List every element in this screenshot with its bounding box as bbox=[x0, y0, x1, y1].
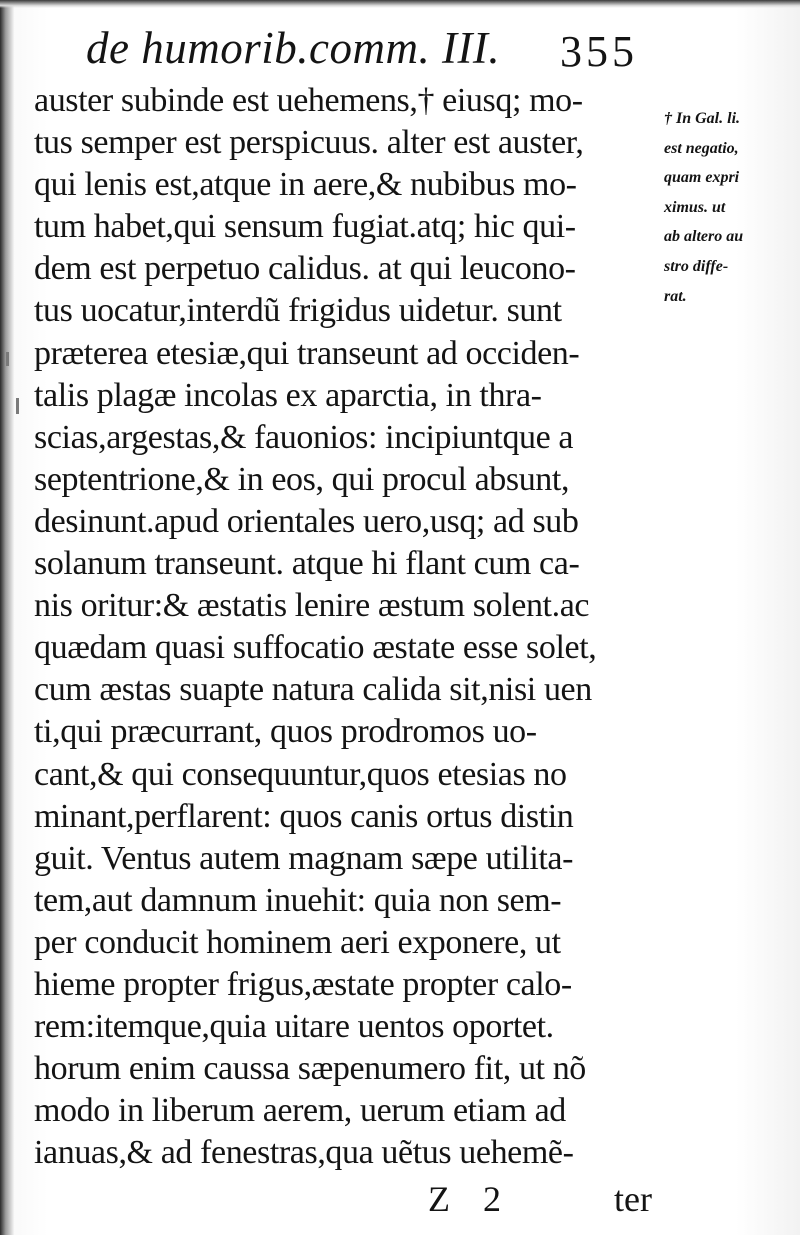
text-line: desinunt.apud orientales uero,usq; ad sub bbox=[34, 502, 579, 540]
text-line: cant,& qui consequuntur,quos etesias no bbox=[34, 755, 567, 793]
marginal-note-line: † In Gal. li. bbox=[664, 110, 741, 127]
running-title: de humorib.comm. III. bbox=[86, 23, 501, 73]
text-line: quædam quasi suffocatio æstate esse solet, bbox=[34, 629, 597, 667]
text-line: tus uocatur,interdũ frigidus uidetur. sunt bbox=[34, 292, 562, 330]
text-line: tus semper est perspicuus. alter est auster, bbox=[34, 124, 584, 162]
marginal-note-line: quam expri bbox=[664, 169, 740, 187]
margin-speck bbox=[16, 398, 19, 414]
marginal-note-line: est negatio, bbox=[664, 139, 739, 157]
marginal-note-line: ximus. ut bbox=[664, 198, 726, 216]
text-line: guit. Ventus autem magnam sæpe utilita- bbox=[34, 839, 574, 877]
page-binding-shadow bbox=[0, 0, 14, 1235]
text-line: præterea etesiæ,qui transeunt ad occiden- bbox=[34, 334, 580, 372]
text-line: ianuas,& ad fenestras,qua uẽtus uehemẽ- bbox=[34, 1134, 574, 1172]
text-line: solanum transeunt. atque hi flant cum ca- bbox=[34, 545, 580, 583]
text-line: talis plagæ incolas ex aparctia, in thra- bbox=[34, 376, 542, 414]
text-line: qui lenis est,atque in aere,& nubibus mo- bbox=[34, 166, 577, 204]
text-line: cum æstas suapte natura calida sit,nisi uen bbox=[34, 671, 592, 709]
text-line: ti,qui præcurrant, quos prodromos uo- bbox=[34, 713, 537, 751]
page-number: 355 bbox=[560, 27, 638, 76]
page-top-shadow bbox=[0, 0, 800, 8]
marginal-note-line: ab altero au bbox=[664, 228, 744, 246]
text-line: scias,argestas,& fauonios: incipiuntque a bbox=[34, 418, 574, 456]
margin-speck bbox=[6, 352, 9, 366]
text-line: auster subinde est uehemens,† eiusq; mo- bbox=[34, 82, 583, 119]
text-line: minant,perflarent: quos canis ortus distin bbox=[34, 797, 574, 835]
text-line: hieme propter frigus,æstate propter calo- bbox=[34, 965, 572, 1003]
marginal-note-line: rat. bbox=[664, 287, 687, 305]
text-line: tem,aut damnum inuehit: quia non sem- bbox=[34, 881, 562, 919]
marginal-note-line: stro diffe- bbox=[664, 257, 729, 275]
text-line: modo in liberum aerem, uerum etiam ad bbox=[34, 1092, 566, 1130]
text-line: septentrione,& in eos, qui procul absunt, bbox=[34, 460, 570, 498]
marginal-note bbox=[664, 104, 800, 311]
text-line: dem est perpetuo calidus. at qui leucono- bbox=[34, 250, 576, 288]
text-line: rem:itemque,quia uitare uentos oportet. bbox=[34, 1008, 554, 1046]
main-text-block bbox=[34, 80, 664, 1174]
catchword: ter bbox=[614, 1179, 652, 1219]
text-line: tum habet,qui sensum fugiat.atq; hic qui- bbox=[34, 208, 576, 246]
signature-mark: Z 2 bbox=[428, 1179, 513, 1219]
text-line: horum enim caussa sæpenumero fit, ut nõ bbox=[34, 1050, 586, 1088]
text-line: per conducit hominem aeri exponere, ut bbox=[34, 923, 561, 961]
text-line: nis oritur:& æstatis lenire æstum solent.ac bbox=[34, 587, 590, 625]
